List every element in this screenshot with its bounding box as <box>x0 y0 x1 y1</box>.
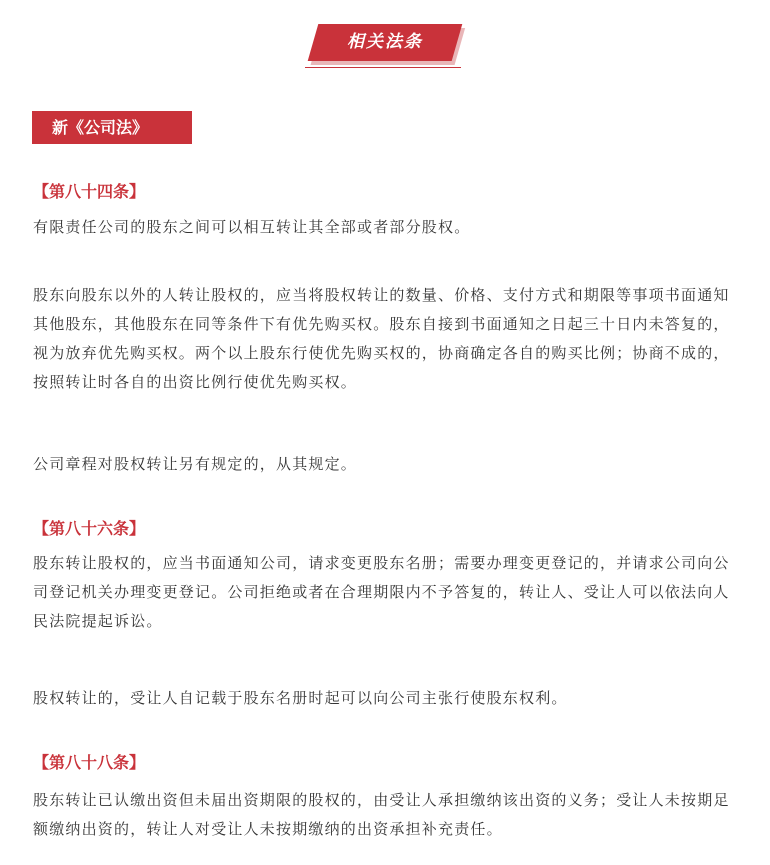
article-86-title: 【第八十六条】 <box>33 519 146 538</box>
article-84-title: 【第八十四条】 <box>33 182 146 201</box>
article-84-paragraph-3: 公司章程对股权转让另有规定的，从其规定。 <box>33 455 358 473</box>
section-banner-label: 相关法条 <box>347 32 423 52</box>
article-88-paragraph-1: 股东转让已认缴出资但未届出资期限的股权的，由受让人承担缴纳该出资的义务；受让人未按期足额缴纳出资的，转让人对受让人未按期缴纳的出资承担补充责任。 <box>33 791 730 838</box>
law-name-tag: 新《公司法》 <box>32 111 192 144</box>
section-divider <box>305 67 461 68</box>
article-84-paragraph-1: 有限责任公司的股东之间可以相互转让其全部或者部分股权。 <box>33 218 471 236</box>
article-86-paragraph-1: 股东转让股权的，应当书面通知公司，请求变更股东名册；需要办理变更登记的，并请求公司向公司登记机关办理变更登记。公司拒绝或者在合理期限内不予答复的，转让人、受让人可以依法向人民法院提起诉讼。 <box>33 554 730 630</box>
article-86-paragraph-2: 股权转让的，受让人自记载于股东名册时起可以向公司主张行使股东权利。 <box>33 689 568 707</box>
section-header <box>0 0 770 80</box>
article-84-paragraph-2: 股东向股东以外的人转让股权的，应当将股权转让的数量、价格、支付方式和期限等事项书面通知其他股东，其他股东在同等条件下有优先购买权。股东自接到书面通知之日起三十日内未答复的，视为放弃优先购买权。两个以上股东行使优先购买权的，协商确定各自的购买比例；协商不成的，按照转让时各自的出资比例行使优先购买权。 <box>33 286 730 391</box>
article-88-title: 【第八十八条】 <box>33 753 146 772</box>
